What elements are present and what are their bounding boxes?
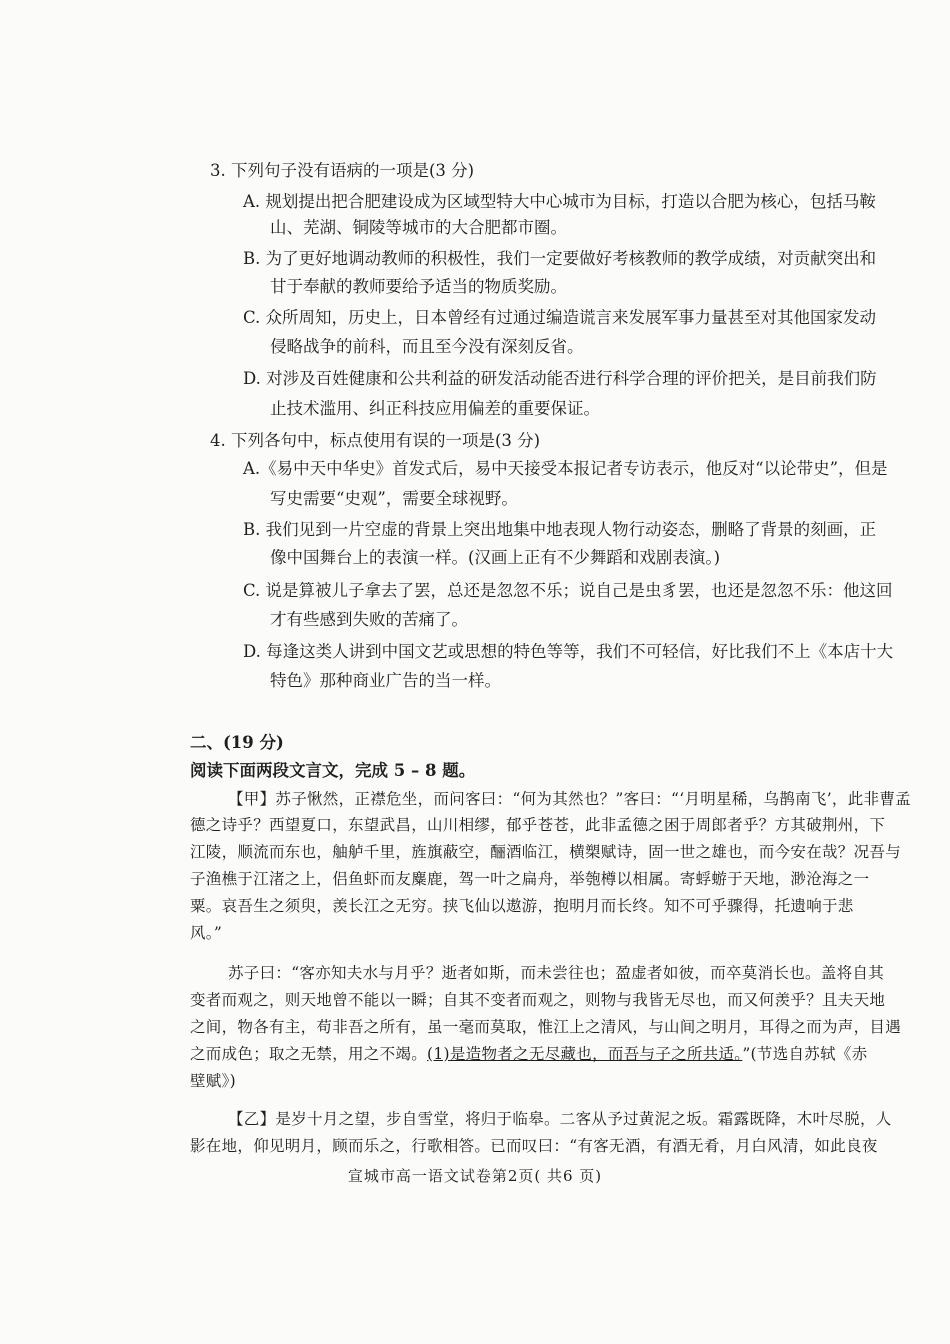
q3-stem: 3. 下列句子没有语病的一项是(3 分) <box>210 161 475 180</box>
q4-option-c: C. 说是算被儿子拿去了罢，总还是忽忽不乐；说自己是虫豸罢，也还是忽忽不乐：他这回 <box>243 581 893 600</box>
q4-stem: 4. 下列各句中，标点使用有误的一项是(3 分) <box>210 431 541 450</box>
passage-jia-line-3: 江陵，顺流而东也，舳舻千里，旌旗蔽空，酾酒临江，横槊赋诗，固一世之雄也，而今安在哉？况吾与 <box>190 843 902 861</box>
q3-option-a: A. 规划提出把合肥建设成为区域型特大中心城市为目标，打造以合肥为核心，包括马鞍 <box>243 192 876 211</box>
q3-option-d: D. 对涉及百姓健康和公共利益的研发活动能否进行科学合理的评价把关，是目前我们防 <box>243 369 877 388</box>
page-footer: 宣城市高一语文试卷第2页( 共6 页) <box>347 1167 603 1185</box>
passage-jia-p2-line-1: 苏子曰：“客亦知夫水与月乎？逝者如斯，而未尝往也；盈虚者如彼，而卒莫消长也。盖将自其 <box>228 964 885 982</box>
section-heading: 二、(19 分) <box>190 733 284 752</box>
q4-option-d: D. 每逢这类人讲到中国文艺或思想的特色等等，我们不可轻信，好比我们不上《本店十大 <box>243 642 894 661</box>
q4-option-c-cont: 才有些感到失败的苦痛了。 <box>270 610 468 629</box>
passage-text: 之而成色；取之无禁，用之不竭。 <box>190 1045 428 1063</box>
q4-option-b-cont: 像中国舞台上的表演一样。(汉画上正有不少舞蹈和戏剧表演。) <box>270 548 721 567</box>
q3-option-c-cont: 侵略战争的前科，而且至今没有深刻反省。 <box>270 337 584 356</box>
passage-jia-line-2: 德之诗乎？西望夏口，东望武昌，山川相缪，郁乎苍苍，此非孟德之困于周郎者乎？方其破荆州，下 <box>190 816 886 834</box>
passage-jia-line-1: 【甲】苏子愀然，正襟危坐，而问客曰：“何为其然也？”客曰：“‘月明星稀，乌鹊南飞’，此非曹孟 <box>228 790 911 808</box>
q3-option-d-cont: 止技术滥用、纠正科技应用偏差的重要保证。 <box>270 399 600 418</box>
q3-option-a-cont: 山、芜湖、铜陵等城市的大合肥都市圈。 <box>270 218 567 237</box>
passage-yi-line-2: 影在地，仰见明月，顾而乐之，行歌相答。已而叹曰：“有客无酒，有酒无肴，月白风清，如此良夜 <box>190 1137 878 1155</box>
source-note: ”(节选自苏轼《赤 <box>742 1045 868 1063</box>
q3-option-b-cont: 甘于奉献的教师要给予适当的物质奖励。 <box>270 277 567 296</box>
passage-jia-p2-line-3: 之间，物各有主，苟非吾之所有，虽一毫而莫取，惟江上之清风，与山间之明月，耳得之而为声，目遇 <box>190 1018 902 1036</box>
q4-option-d-cont: 特色》那种商业广告的当一样。 <box>270 671 501 690</box>
q3-option-b: B. 为了更好地调动教师的积极性，我们一定要做好考核教师的教学成绩，对贡献突出和 <box>243 249 877 268</box>
section-instruction: 阅读下面两段文言文，完成 5 – 8 题。 <box>190 761 476 780</box>
q4-option-a: A.《易中天中华史》首发式后，易中天接受本报记者专访表示，他反对“以论带史”，但是 <box>243 459 888 478</box>
passage-jia-p2-line-4 <box>190 1043 868 1065</box>
q4-option-a-cont: 写史需要“史观”，需要全球视野。 <box>270 489 518 508</box>
passage-jia-line-6: 风。” <box>190 924 223 942</box>
passage-jia-line-4: 子渔樵于江渚之上，侣鱼虾而友麋鹿，驾一叶之扁舟，举匏樽以相属。寄蜉蝣于天地，渺沧海之一 <box>190 870 870 888</box>
passage-jia-line-5: 粟。哀吾生之须臾，羡长江之无穷。挟飞仙以遨游，抱明月而长终。知不可乎骤得，托遗响于悲 <box>190 897 854 915</box>
q3-option-c: C. 众所周知，历史上，日本曾经有过通过编造谎言来发展军事力量甚至对其他国家发动 <box>243 308 877 327</box>
q4-option-b: B. 我们见到一片空虚的背景上突出地集中地表现人物行动姿态，删略了背景的刻画，正 <box>243 520 877 539</box>
passage-jia-p2-line-2: 变者而观之，则天地曾不能以一瞬；自其不变者而观之，则物与我皆无尽也，而又何羡乎？且夫天地 <box>190 991 886 1009</box>
passage-jia-p2-line-5: 壁赋》) <box>190 1072 236 1090</box>
passage-yi-line-1: 【乙】是岁十月之望，步自雪堂，将归于临皋。二客从予过黄泥之坂。霜露既降，木叶尽脱，人 <box>228 1110 892 1128</box>
underlined-sentence-1: (1)是造物者之无尽藏也，而吾与子之所共适。 <box>427 1045 743 1063</box>
